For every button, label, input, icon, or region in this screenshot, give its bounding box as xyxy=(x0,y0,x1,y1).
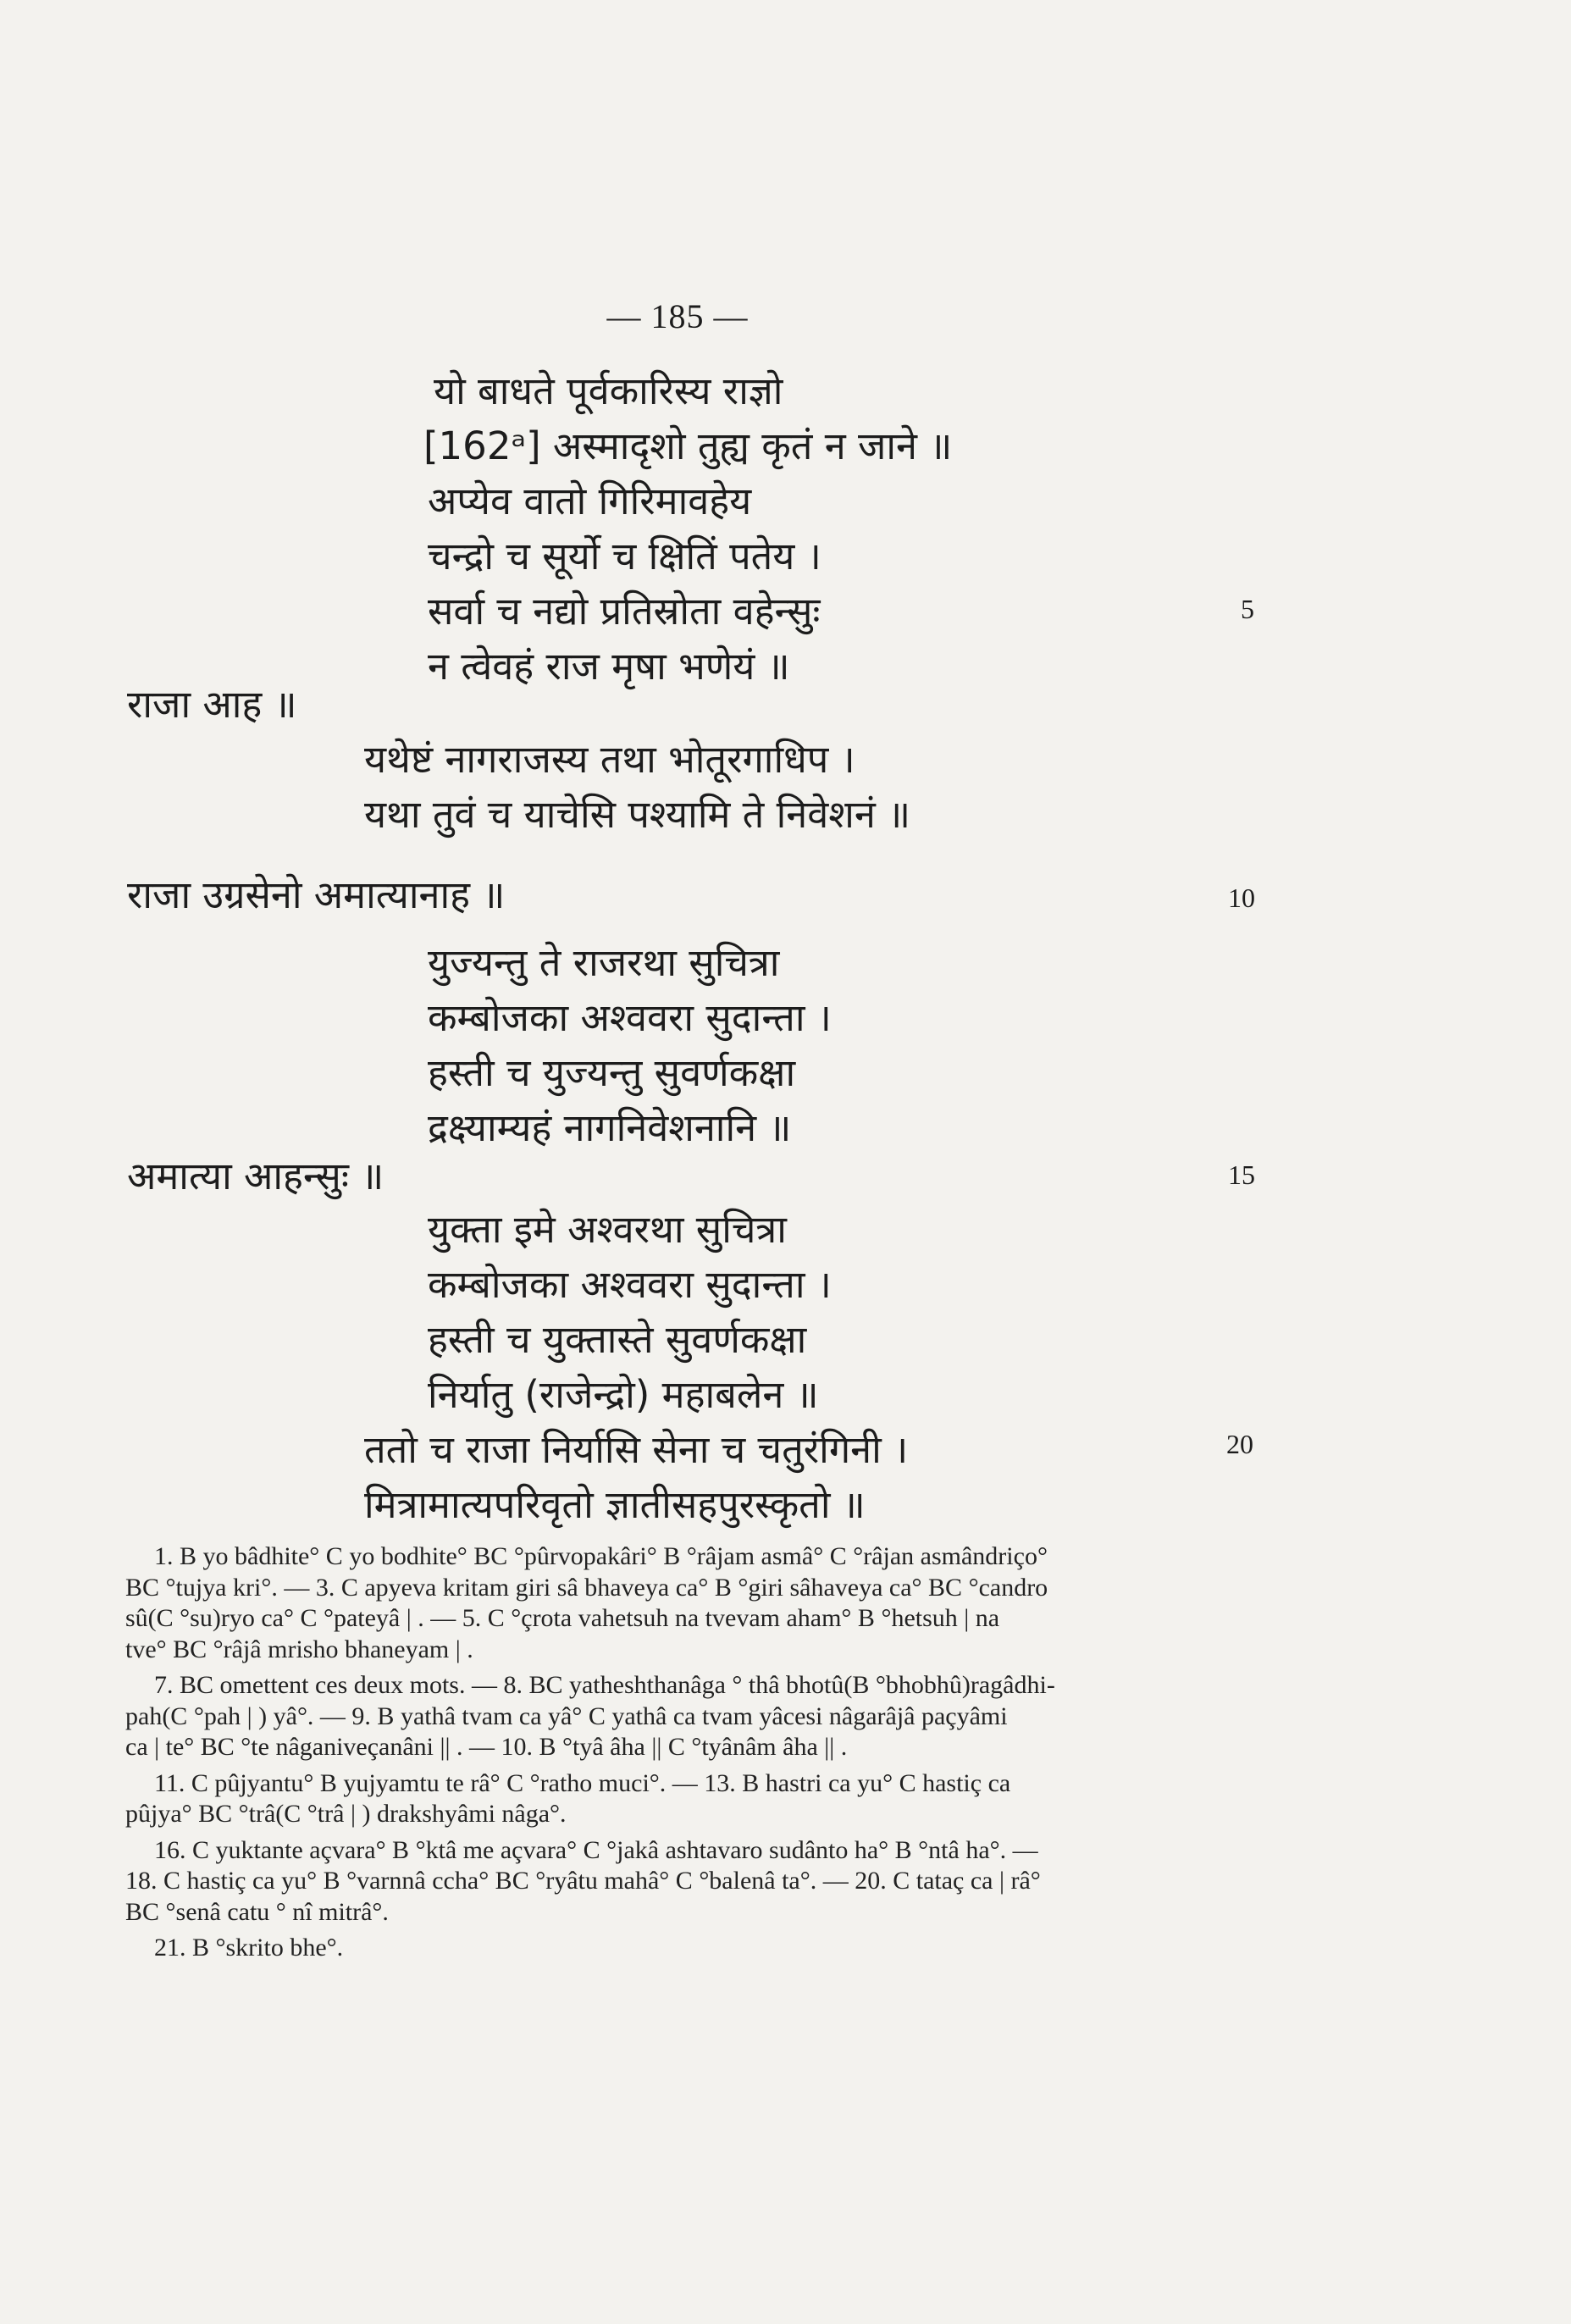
footnote-line: pah(C °pah | ) yâ°. — 9. B yathâ tvam ca yâ° C yathâ ca tvam yâcesi nâgarâjâ paçyâmi xyxy=(125,1702,1008,1730)
footnote xyxy=(125,1670,1243,1763)
footnote-line: sû(C °su)ryo ca° C °pateyâ | . — 5. C °çrota vahetsuh na tvevam aham° B °hetsuh | na xyxy=(125,1604,1000,1632)
footnotes xyxy=(125,1541,1243,1969)
text-line: निर्यातु (राजेन्द्रो) महाबलेन ॥ xyxy=(428,1372,819,1417)
footnote-line: BC °senâ catu ° nî mitrâ°. xyxy=(125,1897,389,1926)
text-line: [162ᵃ] अस्मादृशो तुह्य कृतं न जाने ॥ xyxy=(423,423,953,468)
footnote xyxy=(125,1835,1243,1928)
text-line: अप्येव वातो गिरिमावहेय xyxy=(428,479,752,523)
line-number: 10 xyxy=(1228,883,1255,913)
text-line: न त्वेवहं राज मृषा भणेयं ॥ xyxy=(428,644,790,689)
footnote-line: 18. C hastiç ca yu° B °varnnâ ccha° BC °ryâtu mahâ° C °balenâ ta°. — 20. C tataç ca | râ° xyxy=(125,1867,1041,1895)
text-line: यो बाधते पूर्वकारिस्य राज्ञो xyxy=(434,368,783,413)
footnote-line: 11. C pûjyantu° B yujyamtu te râ° C °ratho muci°. — 13. B hastri ca yu° C hastiç ca xyxy=(154,1768,1011,1797)
text-line: मित्रामात्यपरिवृतो ज्ञातीसहपुरस्कृतो ॥ xyxy=(364,1482,866,1527)
footnote-line: tve° BC °râjâ mrisho bhaneyam | . xyxy=(125,1635,473,1663)
text-line: हस्ती च युज्यन्तु सुवर्णकक्षा xyxy=(428,1050,796,1095)
footnote-line: 7. BC omettent ces deux mots. — 8. BC yatheshthanâga ° thâ bhotû(B °bhobhû)ragâdhi- xyxy=(154,1671,1055,1699)
footnote-line: pûjya° BC °trâ(C °trâ | ) drakshyâmi nâga°. xyxy=(125,1800,567,1828)
footnote-line: 21. B °skrito bhe°. xyxy=(154,1934,344,1962)
text-line: अमात्या आहन्सुः ॥ xyxy=(127,1154,384,1198)
text-line: यथा तुवं च याचेसि पश्यामि ते निवेशनं ॥ xyxy=(364,792,911,837)
text-line: युज्यन्तु ते राजरथा सुचित्रा xyxy=(428,940,780,985)
footnote-line: 1. B yo bâdhite° C yo bodhite° BC °pûrvopakâri° B °râjam asmâ° C °râjan asmândriço° xyxy=(154,1542,1048,1570)
text-line: राजा उग्रसेनो अमात्यानाह ॥ xyxy=(127,872,506,917)
footnote xyxy=(125,1768,1243,1830)
footnote-line: BC °tujya kri°. — 3. C apyeva kritam giri sâ bhaveya ca° B °giri sâhaveya ca° BC °candro xyxy=(125,1573,1048,1602)
footnote xyxy=(125,1933,1243,1964)
text-line: युक्ता इमे अश्वरथा सुचित्रा xyxy=(428,1207,787,1252)
line-number: 15 xyxy=(1228,1159,1255,1190)
text-line: ततो च राजा निर्यासि सेना च चतुरंगिनी । xyxy=(364,1427,909,1472)
footnote-line: 16. C yuktante açvara° B °ktâ me açvara° C °jakâ ashtavaro sudânto ha° B °ntâ ha°. — xyxy=(154,1835,1038,1864)
footnote-line: ca | te° BC °te nâganiveçanâni || . — 10. B °tyâ âha || C °tyânâm âha || . xyxy=(125,1733,848,1761)
text-line: चन्द्रो च सूर्यो च क्षितिं पतेय । xyxy=(428,534,821,578)
footnote xyxy=(125,1541,1243,1665)
text-line: हस्ती च युक्तास्ते सुवर्णकक्षा xyxy=(428,1317,807,1362)
line-number: 20 xyxy=(1226,1429,1253,1459)
line-number: 5 xyxy=(1241,594,1254,624)
text-line: कम्बोजका अश्ववरा सुदान्ता । xyxy=(428,1262,832,1307)
text-line: राजा आह ॥ xyxy=(127,682,297,727)
text-line: द्रक्ष्याम्यहं नागनिवेशनानि ॥ xyxy=(428,1105,792,1150)
text-line: कम्बोजका अश्ववरा सुदान्ता । xyxy=(428,995,832,1040)
text-line: यथेष्टं नागराजस्य तथा भोतूरगाधिप । xyxy=(364,737,855,782)
text-line: सर्वा च नद्यो प्रतिस्रोता वहेन्सुः xyxy=(428,589,821,634)
page-number: — 185 — xyxy=(606,297,749,335)
